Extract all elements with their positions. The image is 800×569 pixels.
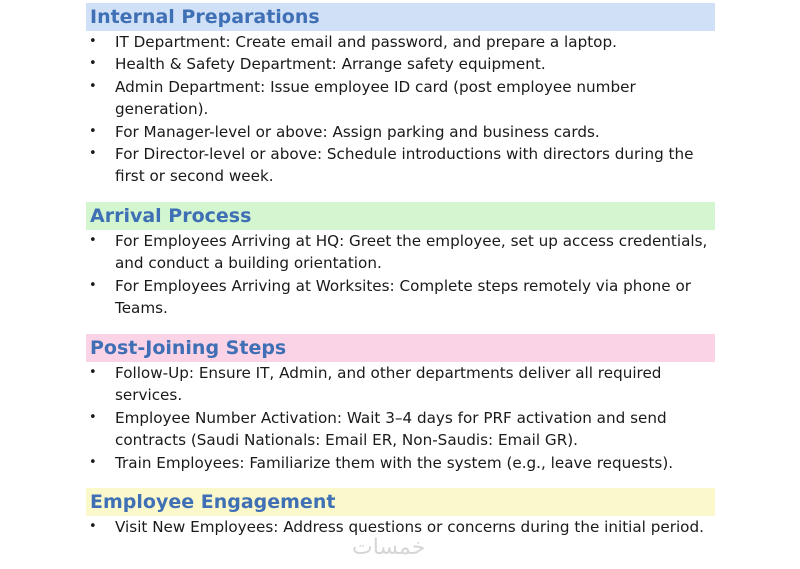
list-item-text: For Manager-level or above: Assign parking and business cards. [115, 122, 600, 141]
section-heading: Employee Engagement [86, 488, 715, 516]
bullet-icon: • [89, 34, 97, 49]
list-item-text: Employee Number Activation: Wait 3–4 days for PRF activation and send contracts (Saudi Nationals: Email ER, Non-Saudis: Email GR). [115, 408, 667, 450]
bullet-icon: • [89, 56, 97, 72]
list-item-text: For Employees Arriving at Worksites: Complete steps remotely via phone or Teams. [115, 276, 692, 318]
section-arrival-process [86, 202, 715, 320]
bullet-icon: • [89, 454, 97, 470]
bullet-icon: • [89, 365, 97, 380]
list-item-text: Follow-Up: Ensure IT, Admin, and other departments deliver all required services. [115, 364, 662, 405]
list-item [86, 452, 715, 474]
bullet-icon: • [89, 519, 97, 534]
section-internal-preparations [86, 3, 715, 188]
bullet-icon: • [89, 233, 97, 248]
bullet-list [86, 362, 715, 474]
bullet-icon: • [89, 123, 97, 139]
list-item [86, 143, 715, 188]
section-employee-engagement [86, 488, 715, 538]
list-item [86, 53, 715, 75]
bullet-list [86, 31, 715, 188]
list-item [86, 76, 715, 121]
section-heading: Arrival Process [86, 202, 715, 230]
section-heading: Post-Joining Steps [86, 334, 715, 362]
list-item [86, 121, 715, 143]
bullet-icon: • [89, 78, 97, 94]
list-item [86, 31, 715, 53]
section-post-joining-steps [86, 334, 715, 474]
bullet-icon: • [89, 409, 97, 425]
list-item-text: Health & Safety Department: Arrange safety equipment. [115, 55, 546, 74]
bullet-icon: • [89, 277, 97, 293]
bullet-list [86, 230, 715, 320]
section-heading: Internal Preparations [86, 3, 715, 31]
list-item-text: IT Department: Create email and password, and prepare a laptop. [115, 33, 617, 51]
bullet-icon: • [89, 146, 97, 162]
list-item-text: Admin Department: Issue employee ID card (post employee number generation). [115, 77, 636, 119]
list-item [86, 362, 715, 407]
list-item-text: For Employees Arriving at HQ: Greet the employee, set up access credentials, and conduct a building orientation. [115, 232, 708, 273]
list-item [86, 230, 715, 275]
list-item [86, 407, 715, 452]
watermark-logo: خمسات [352, 535, 426, 560]
list-item [86, 275, 715, 320]
list-item-text: Train Employees: Familiarize them with the system (e.g., leave requests). [115, 453, 674, 472]
list-item-text: Visit New Employees: Address questions or concerns during the initial period. [115, 518, 704, 536]
list-item-text: For Director-level or above: Schedule introductions with directors during the first or second week. [115, 145, 694, 186]
